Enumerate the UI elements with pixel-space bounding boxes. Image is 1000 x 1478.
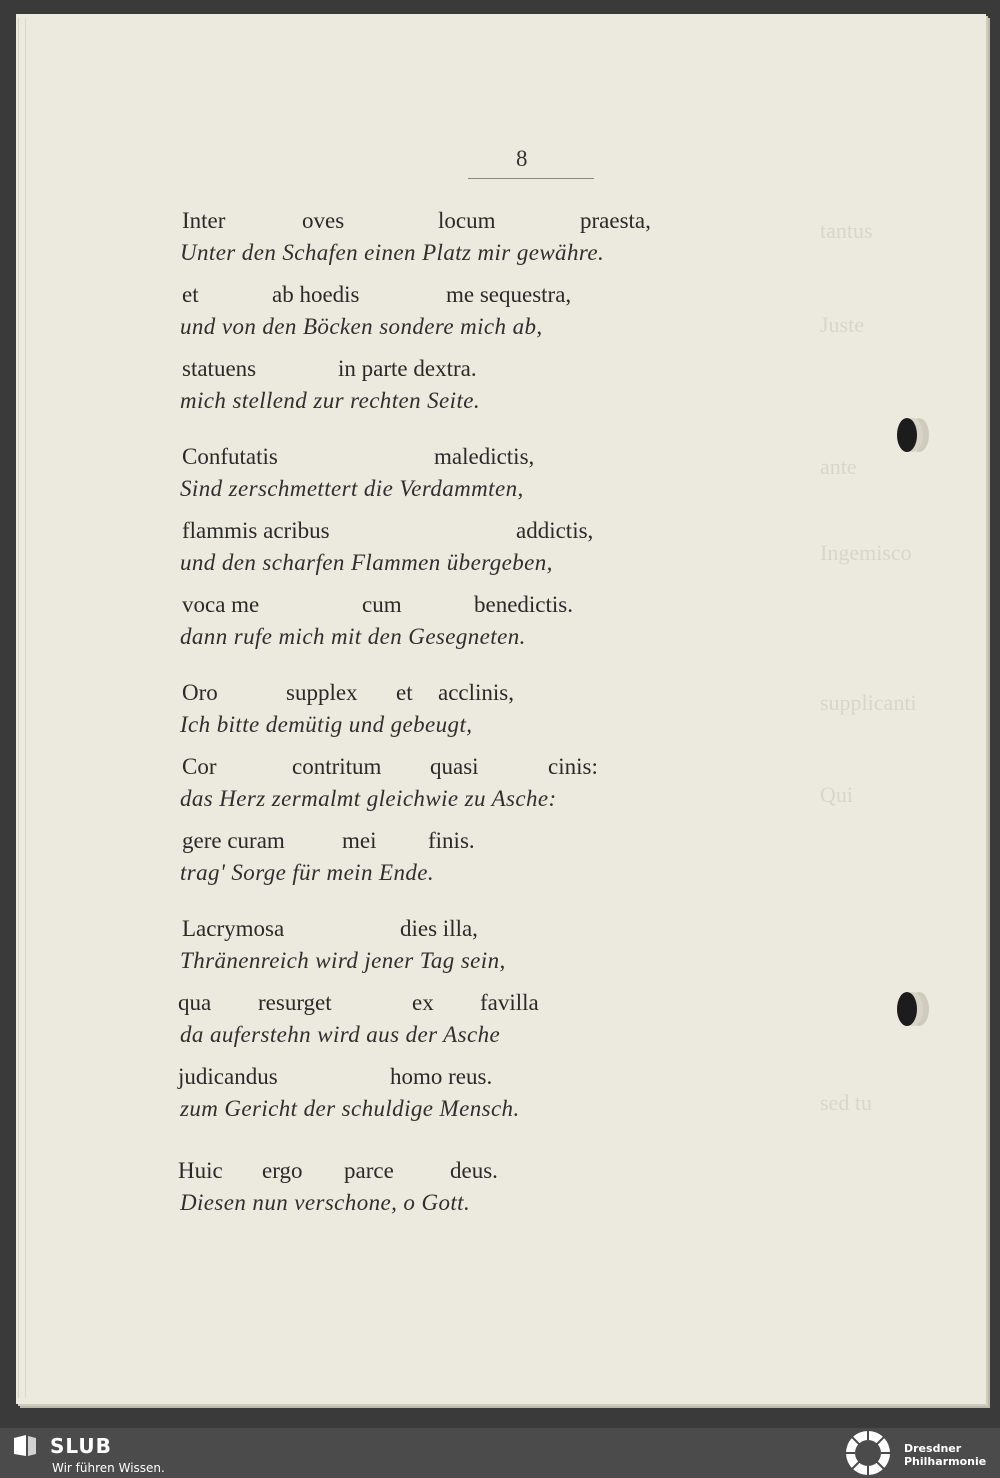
page-number: 8 (516, 146, 528, 171)
latin-word: gere curam (182, 828, 285, 853)
latin-word: deus. (450, 1158, 498, 1183)
latin-word: benedictis. (474, 592, 573, 617)
german-translation: Diesen nun verschone, o Gott. (180, 1190, 471, 1215)
bleed-through: tantus (820, 218, 873, 243)
latin-word: dies illa, (400, 916, 478, 941)
latin-word: ergo (262, 1158, 303, 1183)
latin-word: homo reus. (390, 1064, 493, 1089)
bleed-through: Juste (820, 312, 864, 337)
latin-word: qua (178, 990, 212, 1015)
page-number-rule (468, 178, 594, 179)
latin-word: et (182, 282, 199, 307)
library-name[interactable]: SLUB (50, 1434, 112, 1458)
german-translation: Ich bitte demütig und gebeugt, (180, 712, 473, 737)
latin-word: voca me (182, 592, 260, 617)
latin-word: judicandus (178, 1064, 278, 1089)
latin-word: supplex (286, 680, 358, 705)
bleed-through: ante (820, 454, 857, 479)
german-translation: zum Gericht der schuldige Mensch. (180, 1096, 520, 1121)
german-translation: da auferstehn wird aus der Asche (180, 1022, 501, 1047)
latin-word: addictis, (516, 518, 594, 543)
latin-word: Lacrymosa (182, 916, 285, 941)
orchestra-name-line1: Dresdner (904, 1442, 962, 1455)
bleed-through: sed tu (820, 1090, 872, 1115)
orchestra-name[interactable] (904, 1442, 986, 1468)
orchestra-name-line2: Philharmonie (904, 1455, 987, 1468)
german-translation: das Herz zermalmt gleichwie zu Asche: (180, 786, 557, 811)
punch-hole (897, 992, 917, 1026)
latin-word: in parte dextra. (338, 356, 477, 381)
german-translation: Thränenreich wird jener Tag sein, (180, 948, 506, 973)
latin-word: me sequestra, (446, 282, 572, 307)
latin-word: resurget (258, 990, 332, 1015)
latin-word: cum (362, 592, 402, 617)
german-translation: Sind zerschmettert die Verdammten, (180, 476, 524, 501)
latin-word: Confutatis (182, 444, 278, 469)
latin-word: Oro (182, 680, 218, 705)
latin-word: contritum (292, 754, 382, 779)
bleed-through: supplicanti (820, 690, 917, 715)
latin-word: favilla (480, 990, 539, 1015)
latin-word: Cor (182, 754, 217, 779)
latin-word: ex (412, 990, 434, 1015)
german-translation: dann rufe mich mit den Gesegneten. (180, 624, 526, 649)
latin-word: parce (344, 1158, 394, 1183)
latin-word: Inter (182, 208, 226, 233)
punch-hole (897, 418, 917, 452)
bleed-through: Qui (820, 782, 853, 807)
latin-word: cinis: (548, 754, 598, 779)
german-translation: und den scharfen Flammen übergeben, (180, 550, 553, 575)
latin-word: quasi (430, 754, 479, 779)
latin-word: ab hoedis (272, 282, 360, 307)
german-translation: und von den Böcken sondere mich ab, (180, 314, 543, 339)
latin-word: maledictis, (434, 444, 535, 469)
latin-word: oves (302, 208, 345, 233)
library-tagline: Wir führen Wissen. (52, 1461, 165, 1475)
german-translation: mich stellend zur rechten Seite. (180, 388, 481, 413)
footer-bar (0, 1428, 1000, 1478)
latin-word: Huic (178, 1158, 223, 1183)
latin-word: locum (438, 208, 496, 233)
bleed-through: Ingemisco (820, 540, 912, 565)
latin-word: et (396, 680, 413, 705)
latin-word: finis. (428, 828, 475, 853)
latin-word: acclinis, (438, 680, 514, 705)
german-translation: trag' Sorge für mein Ende. (180, 860, 435, 885)
slub-logo-icon (12, 1434, 38, 1458)
latin-word: mei (342, 828, 377, 853)
latin-word: statuens (182, 356, 257, 381)
page-edge (18, 18, 26, 1398)
dresdner-philharmonie-logo-icon (842, 1428, 894, 1478)
german-translation: Unter den Schafen einen Platz mir gewähre. (180, 240, 605, 265)
latin-word: flammis acribus (182, 518, 330, 543)
latin-word: praesta, (580, 208, 651, 233)
